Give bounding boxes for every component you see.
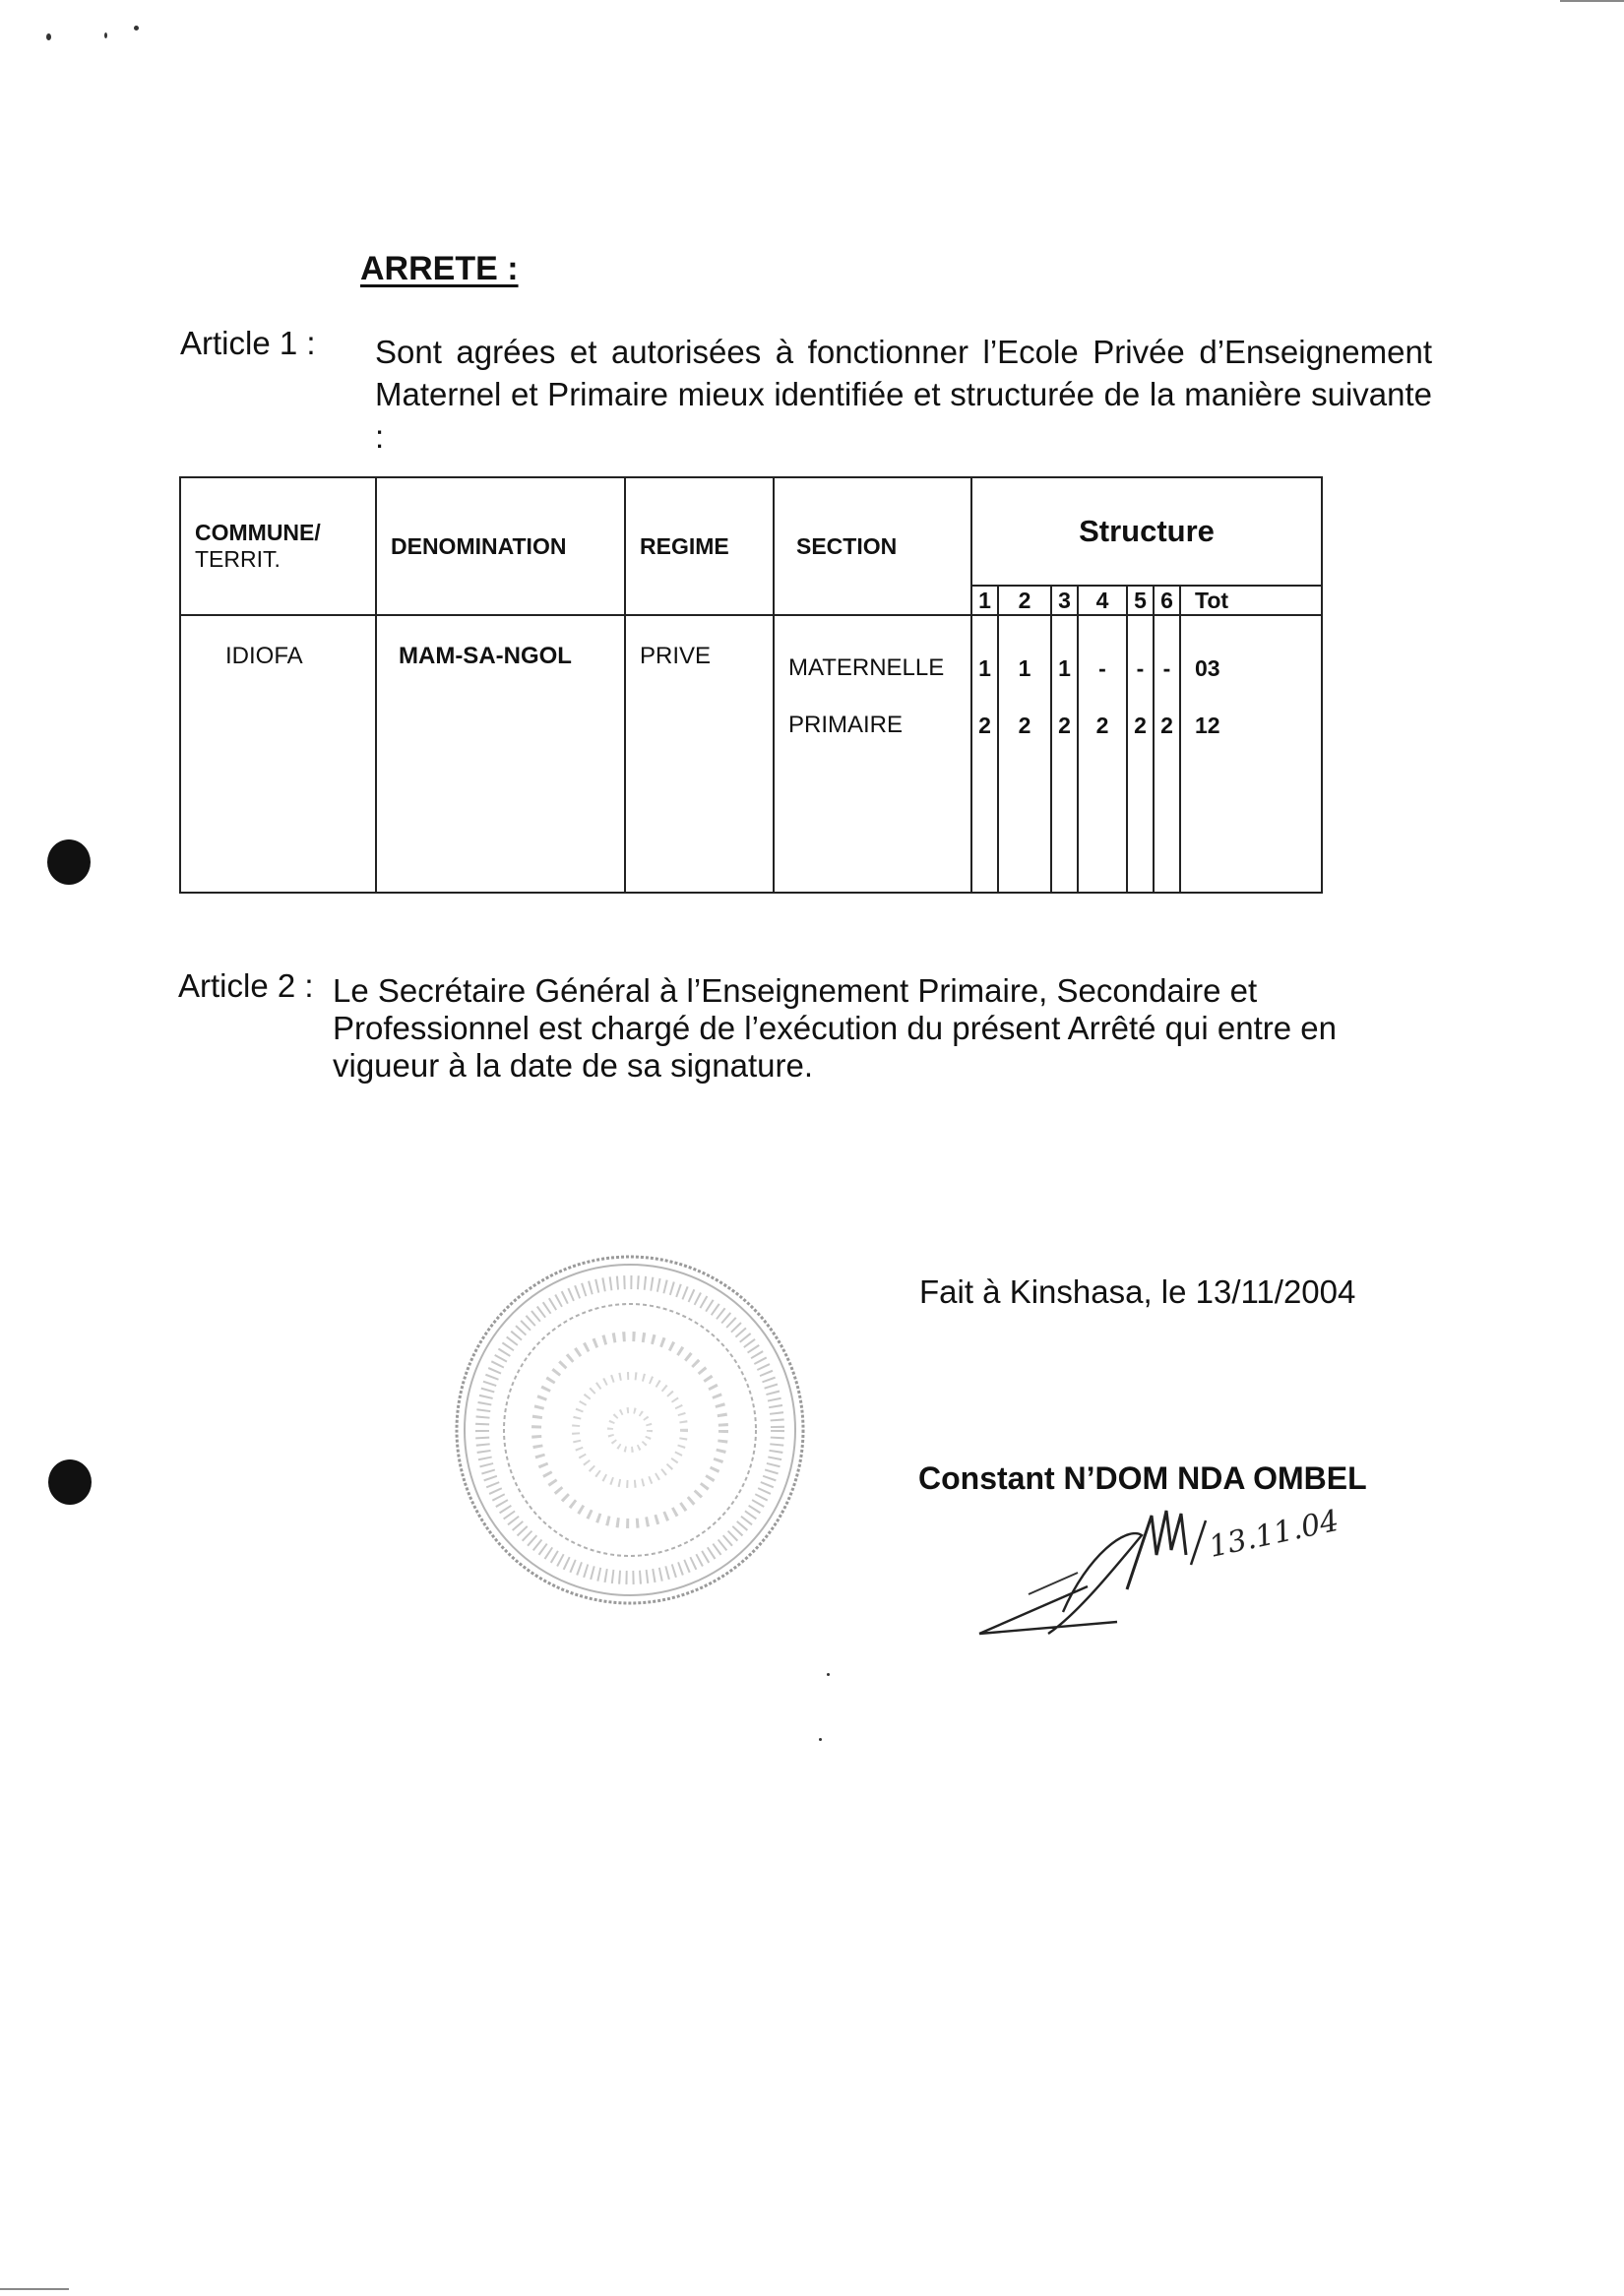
document-heading: ARRETE : [360, 250, 519, 287]
maternelle-5: - [1136, 655, 1145, 681]
value-col-1 [971, 615, 998, 893]
cell-section [774, 615, 971, 893]
scan-edge-line [0, 2288, 69, 2290]
primaire-2: 2 [1018, 713, 1031, 738]
cell-commune [180, 615, 376, 893]
scan-speck [104, 32, 107, 38]
place-and-date: Fait à Kinshasa, le 13/11/2004 [919, 1273, 1356, 1310]
article-2-label: Article 2 : [178, 967, 314, 1004]
primaire-4: 2 [1095, 713, 1109, 738]
scan-speck [827, 1673, 830, 1676]
scan-speck [819, 1738, 822, 1741]
article-2-text: Le Secrétaire Général à l’Enseignement Primaire, Secondaire et Professionnel est chargé de l’exécution du présent Arrêté qui entre en vigueur à la date de sa signature. [333, 972, 1337, 1084]
structure-col-4: 4 [1078, 586, 1127, 615]
maternelle-2: 1 [1018, 655, 1031, 681]
structure-col-6: 6 [1154, 586, 1180, 615]
cell-denomination [376, 615, 625, 893]
value-col-4 [1078, 615, 1127, 893]
punch-hole-mark [48, 1459, 92, 1505]
structure-col-tot: Tot [1180, 586, 1322, 615]
scan-edge-line [1560, 0, 1624, 2]
maternelle-3: 1 [1058, 655, 1071, 681]
primaire-5: 2 [1134, 713, 1147, 738]
section-name-primaire: PRIMAIRE [788, 712, 904, 738]
article-1-label: Article 1 : [180, 325, 316, 361]
scan-speck [134, 26, 139, 31]
handwritten-date: 13.11.04 [1206, 1503, 1343, 1565]
maternelle-6: - [1162, 655, 1171, 681]
scan-speck [46, 33, 51, 40]
primaire-3: 2 [1058, 713, 1071, 738]
header-commune-line1: COMMUNE/ [195, 520, 321, 545]
value-col-6 [1154, 615, 1180, 893]
official-seal-stamp [448, 1248, 812, 1612]
value-col-2 [998, 615, 1051, 893]
section-name-maternelle: MATERNELLE [788, 654, 945, 681]
regime-value: PRIVE [640, 643, 712, 669]
maternelle-tot: 03 [1195, 655, 1220, 681]
header-structure: Structure [971, 477, 1322, 586]
structure-col-2: 2 [998, 586, 1051, 615]
handwritten-signature [969, 1496, 1383, 1644]
value-col-5 [1127, 615, 1154, 893]
header-commune-line2: TERRIT. [195, 546, 281, 572]
maternelle-4: - [1098, 655, 1106, 681]
header-denomination: DENOMINATION [376, 477, 625, 615]
school-structure-table [179, 476, 1321, 894]
signer-name: Constant N’DOM NDA OMBEL [918, 1460, 1367, 1496]
maternelle-1: 1 [978, 655, 991, 681]
primaire-6: 2 [1160, 713, 1173, 738]
header-commune [180, 477, 376, 615]
commune-value: IDIOFA [225, 643, 303, 669]
cell-regime [625, 615, 774, 893]
header-regime: REGIME [625, 477, 774, 615]
value-col-3 [1051, 615, 1078, 893]
primaire-tot: 12 [1195, 713, 1220, 738]
structure-col-3: 3 [1051, 586, 1078, 615]
header-section: SECTION [774, 477, 971, 615]
denomination-value: MAM-SA-NGOL [399, 643, 572, 669]
structure-col-1: 1 [971, 586, 998, 615]
value-col-tot [1180, 615, 1322, 893]
primaire-1: 2 [978, 713, 991, 738]
article-1-text: Sont agrées et autorisées à fonctionner l’Ecole Privée d’Enseignement Maternel et Primaire mieux identifiée et structurée de la manière suivante : [375, 334, 1432, 455]
punch-hole-mark [47, 839, 91, 885]
structure-col-5: 5 [1127, 586, 1154, 615]
